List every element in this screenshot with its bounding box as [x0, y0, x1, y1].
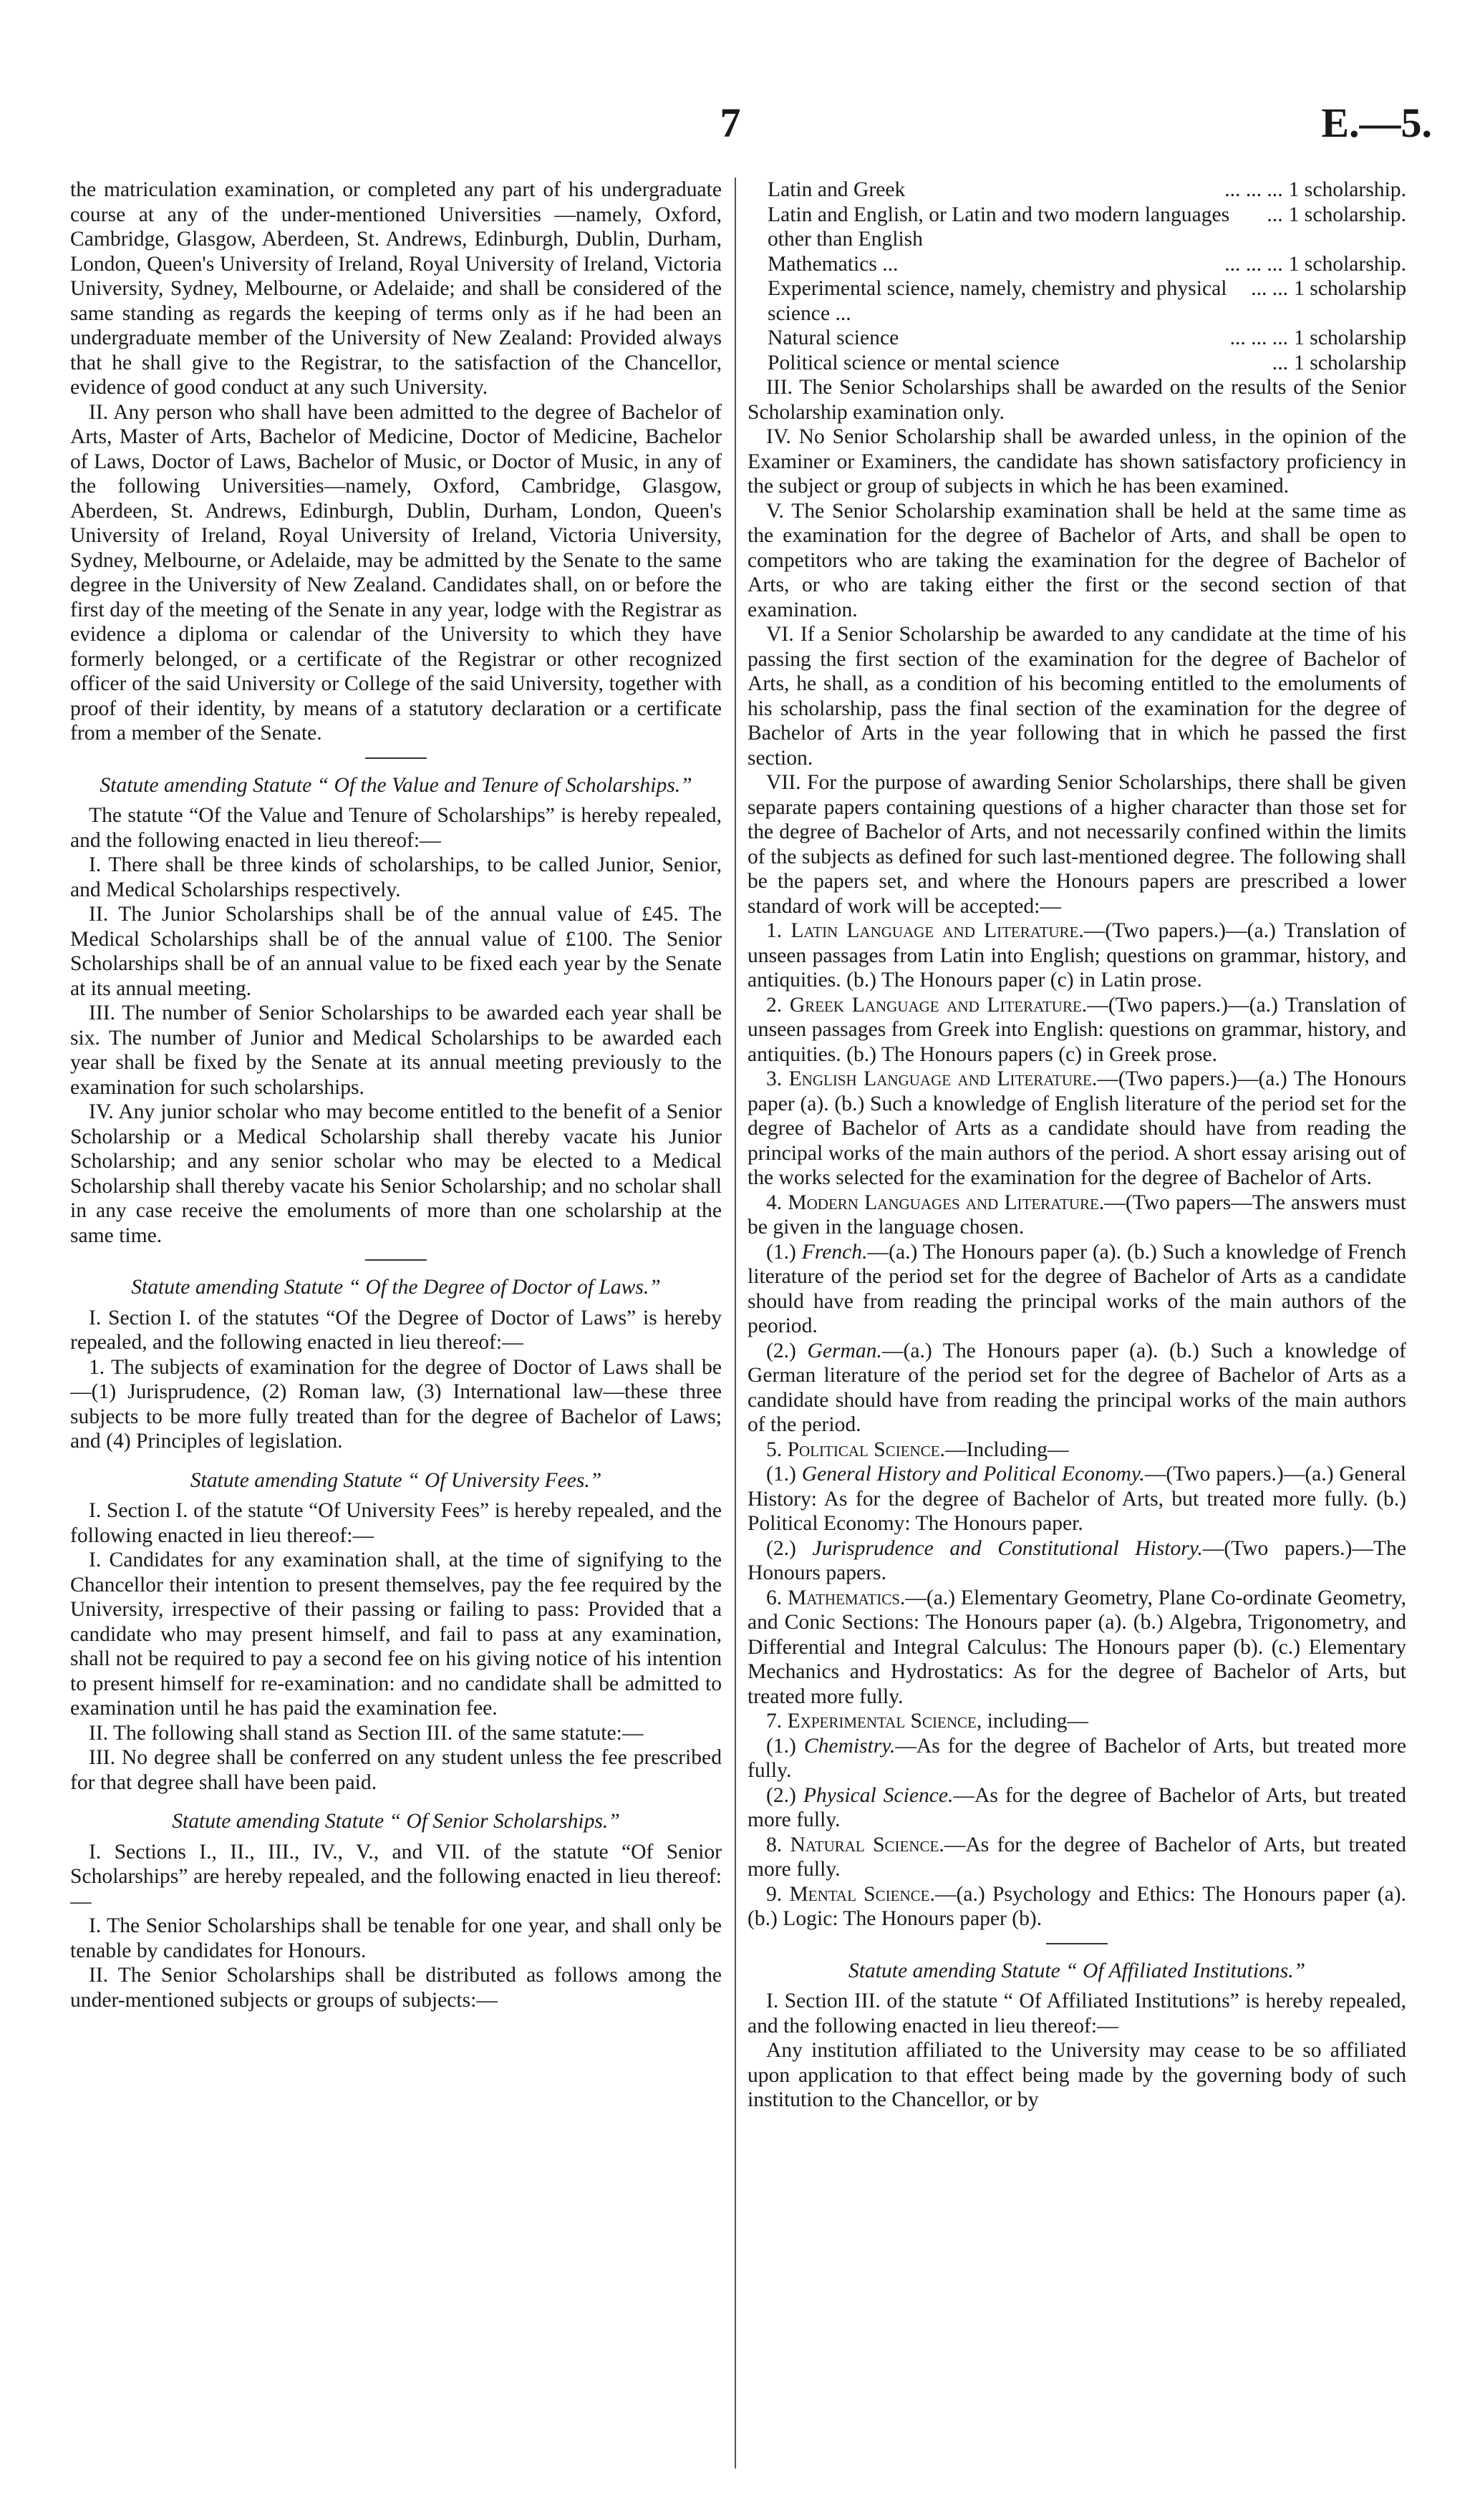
paragraph-senior-i: I. The Senior Scholarships shall be tenable for one year, and shall only be tenable by candidates for Honours.: [70, 1914, 722, 1962]
subject-greek: 2. Greek Language and Literature.—(Two papers.)—(a.) Translation of unseen passages from Greek into English: questions on grammar, history, and antiquities. (b.) The Honours papers (c) in Greek prose.: [748, 993, 1406, 1066]
subject-physical-science: (2.) Physical Science.—As for the degree of Bachelor of Arts, but treated more fully.: [748, 1783, 1406, 1831]
paragraph-fees-iii: II. The following shall stand as Section III. of the same statute:—: [89, 1721, 644, 1745]
paragraph-senior-ii: II. The Senior Scholarships shall be distributed as follows among the under-mentioned subjects or groups of subjects:—: [70, 1964, 722, 2012]
statute-title-value-tenure: Statute amending Statute “ Of the Value and Tenure of Scholarships.”: [100, 773, 692, 797]
scholarship-row: Latin and Greek ... ... ... 1 scholarship.: [768, 178, 1406, 201]
subject-natural-science: 8. Natural Science.—As for the degree of Bachelor of Arts, but treated more fully.: [748, 1833, 1406, 1881]
scholarship-row: Experimental science, namely, chemistry and physical science ... ... ... 1 scholarship: [768, 277, 1406, 325]
paragraph-senior-v: V. The Senior Scholarship examination shall be held at the same time as the examination for the degree of Bachelor of Arts, and shall be open to competitors who are taking the examination for the degree of Bachelor of Arts, or who are taking either the first or the second section of that examination.: [748, 499, 1406, 621]
paragraph-doctor-i: I. Section I. of the statutes “Of the Degree of Doctor of Laws” is hereby repealed, and the following enacted in lieu thereof:—: [70, 1306, 722, 1354]
paragraph-value-i: I. There shall be three kinds of scholarships, to be called Junior, Senior, and Medical Scholarships respectively.: [70, 853, 722, 901]
paragraph-admission-degree: II. Any person who shall have been admitted to the degree of Bachelor of Arts, Master of Arts, Bachelor of Medicine, Doctor of Medicine, Bachelor of Laws, Doctor of Laws, Bachelor of Music, or Doctor of Music, in any of the following Universities—namely, Oxford, Cambridge, Glasgow, Aberdeen, St. Andrews, Edinburgh, Dublin, Durham, London, Queen's University of Ireland, Royal University of Ireland, Victoria University, Sydney, Melbourne, or Adelaide, may be admitted by the Senate to the same degree in the University of New Zealand. Candidates shall, on or before the first day of the meeting of the Senate in any year, lodge with the Registrar as evidence a diploma or calendar of the University to which they have formerly belonged, or a certificate of the Registrar or other recognized officer of the said University or College of the said University, together with proof of their identity, by means of a statutory declaration or a certificate from a member of the Senate.: [70, 400, 722, 745]
scholarship-row: Mathematics ... ... ... ... 1 scholarship.: [768, 252, 1406, 276]
subject-jurisprudence: (2.) Jurisprudence and Constitutional History.—(Two papers.)—The Honours papers.: [748, 1536, 1406, 1584]
section-divider: [365, 1259, 427, 1261]
scholarship-list: [748, 178, 1406, 375]
page-reference: E.—5.: [1321, 100, 1432, 146]
scholarship-row: Latin and English, or Latin and two modern languages other than English ... 1 scholarship.: [768, 203, 1406, 251]
page-number: 7: [720, 100, 741, 146]
scholarship-row: Political science or mental science ... 1 scholarship: [768, 351, 1406, 374]
statute-title-university-fees: Statute amending Statute “ Of University Fees.”: [190, 1468, 602, 1492]
paragraph-value-ii: II. The Junior Scholarships shall be of the annual value of £45. The Medical Scholarships shall be of the annual value of £100. The Senior Scholarships shall be of an annual value to be fixed each year by the Senate at its annual meeting.: [70, 903, 722, 1000]
paragraph-doctor-1: 1. The subjects of examination for the degree of Doctor of Laws shall be—(1) Jurisprudence, (2) Roman law, (3) International law—these three subjects to be more fully treated than for the degree of Bachelor of Laws; and (4) Principles of legislation.: [70, 1355, 722, 1453]
subject-english: 3. English Language and Literature.—(Two papers.)—(a.) The Honours paper (a). (b.) Such a knowledge of English literature of the period set for the degree of Bachelor of Arts as a candidate should have from reading the principal works of the main authors of the period. A short essay arising out of the works selected for the examination for the degree of Bachelor of Arts.: [748, 1067, 1406, 1189]
subject-modern-languages: 4. Modern Languages and Literature.—(Two papers—The answers must be given in the language chosen.: [748, 1191, 1406, 1239]
right-column: [748, 178, 1406, 2479]
statute-title-doctor-laws: Statute amending Statute “ Of the Degree of Doctor of Laws.”: [131, 1276, 661, 1299]
column-divider: [735, 178, 736, 2468]
paragraph-affiliated-ii: Any institution affiliated to the University may cease to be so affiliated upon application to that effect being made by the governing body of such institution to the Chancellor, or by: [748, 2039, 1406, 2111]
paragraph-senior-iv: IV. No Senior Scholarship shall be awarded unless, in the opinion of the Examiner or Examiners, the candidate has shown satisfactory proficiency in the subject or group of subjects in which he has been examined.: [748, 425, 1406, 498]
subject-history-economy: (1.) General History and Political Economy.—(Two papers.)—(a.) General History: As for the degree of Bachelor of Arts, but treated more fully. (b.) Political Economy: The Honours paper.: [748, 1463, 1406, 1535]
statute-title-senior-scholarships: Statute amending Statute “ Of Senior Scholarships.”: [172, 1810, 620, 1833]
statute-title-affiliated-institutions: Statute amending Statute “ Of Affiliated Institutions.”: [848, 1959, 1306, 1982]
paragraph-value-intro: The statute “Of the Value and Tenure of Scholarships” is hereby repealed, and the following enacted in lieu thereof:—: [70, 804, 722, 852]
paragraph-fees-ii: I. Candidates for any examination shall, at the time of signifying to the Chancellor their intention to present themselves, pay the fee required by the University, irrespective of their passing or failing to pass: Provided that a candidate who may present himself, and fail to pass at any examination, shall not be required to pay a second fee on his giving notice of his intention to present himself for re-examination: and no candidate shall be admitted to examination until he has paid the examination fee.: [70, 1549, 722, 1720]
paragraph-affiliated-i: I. Section III. of the statute “ Of Affiliated Institutions” is hereby repealed, and the following enacted in lieu thereof:—: [748, 1990, 1406, 2037]
paragraph-fees-iv: III. No degree shall be conferred on any student unless the fee prescribed for that degree shall have been paid.: [70, 1746, 722, 1794]
section-divider: [1046, 1943, 1108, 1944]
paragraph-senior-vi: VI. If a Senior Scholarship be awarded to any candidate at the time of his passing the first section of the examination for the degree of Bachelor of Arts, he shall, as a condition of his becoming entitled to the emoluments of his scholarship, pass the final section of the examination for the degree of Bachelor of Arts in the year following that in which he passed the first section.: [748, 623, 1406, 770]
paragraph-senior-vii: VII. For the purpose of awarding Senior Scholarships, there shall be given separate papers containing questions of a higher character than those set for the degree of Bachelor of Arts, and not necessarily confined within the limits of the subjects as defined for such last-mentioned degree. The following shall be the papers set, and where the Honours papers are prescribed a lower standard of work will be accepted:—: [748, 771, 1406, 918]
subject-mental-science: 9. Mental Science.—(a.) Psychology and Ethics: The Honours paper (a). (b.) Logic: The Honours paper (b).: [748, 1882, 1406, 1930]
subject-latin: 1. Latin Language and Literature.—(Two papers.)—(a.) Translation of unseen passages from Latin into English; questions on grammar, history, and antiquities. (b.) The Honours paper (c) in Latin prose.: [748, 919, 1406, 992]
paragraph-senior-intro: I. Sections I., II., III., IV., V., and VII. of the statute “Of Senior Scholarships” are hereby repealed, and the following enacted in lieu thereof:—: [70, 1840, 722, 1913]
paragraph-value-iii: III. The number of Senior Scholarships to be awarded each year shall be six. The number of Junior and Medical Scholarships to be awarded each year shall be fixed by the Senate at its annual meeting previously to the examination for such scholarships.: [70, 1002, 722, 1099]
subject-mathematics: 6. Mathematics.—(a.) Elementary Geometry, Plane Co-ordinate Geometry, and Conic Sections: The Honours paper (a). (b.) Algebra, Trigonometry, and Differential and Integral Calculus: The Honours paper (b). (c.) Elementary Mechanics and Hydrostatics: As for the degree of Bachelor of Arts, but treated more fully.: [748, 1586, 1406, 1708]
subject-experimental-science: 7. Experimental Science, including—: [766, 1710, 1089, 1732]
paragraph-fees-i: I. Section I. of the statute “Of University Fees” is hereby repealed, and the following enacted in lieu thereof:—: [70, 1499, 722, 1547]
paragraph-matriculation: the matriculation examination, or completed any part of his undergraduate course at any of the under-mentioned Universities —namely, Oxford, Cambridge, Glasgow, Aberdeen, St. Andrews, Edinburgh, Dublin, Durham, London, Queen's University of Ireland, Royal University of Ireland, Victoria University, Sydney, Melbourne, or Adelaide; and shall be considered of the same standing as regards the keeping of terms only as if he had been an undergraduate member of the University of New Zealand: Provided always that he shall give to the Registrar, to the satisfaction of the Chancellor, evidence of good conduct at any such University.: [70, 178, 722, 399]
paragraph-value-iv: IV. Any junior scholar who may become entitled to the benefit of a Senior Scholarship or a Medical Scholarship shall thereby vacate his Junior Scholarship; and any senior scholar who may be elected to a Medical Scholarship shall thereby vacate his Senior Scholarship; and no scholar shall in any case receive the emoluments of more than one scholarship at the same time.: [70, 1100, 722, 1247]
left-column: [70, 178, 722, 2479]
scholarship-row: Natural science ... ... ... 1 scholarship: [768, 326, 1406, 349]
subject-chemistry: (1.) Chemistry.—As for the degree of Bachelor of Arts, but treated more fully.: [748, 1734, 1406, 1782]
subject-political-science: 5. Political Science.—Including—: [766, 1438, 1069, 1461]
subject-french: (1.) French.—(a.) The Honours paper (a). (b.) Such a knowledge of French literature of the period set for the degree of Bachelor of Arts as a candidate should have from reading the principal works of the main authors of the peoriod.: [748, 1240, 1406, 1337]
subject-german: (2.) German.—(a.) The Honours paper (a). (b.) Such a knowledge of German literature of the period set for the degree of Bachelor of Arts as a candidate should have from reading the principal works of the main authors of the period.: [748, 1339, 1406, 1436]
paragraph-senior-iii: III. The Senior Scholarships shall be awarded on the results of the Senior Scholarship examination only.: [748, 376, 1406, 424]
section-divider: [365, 757, 427, 759]
